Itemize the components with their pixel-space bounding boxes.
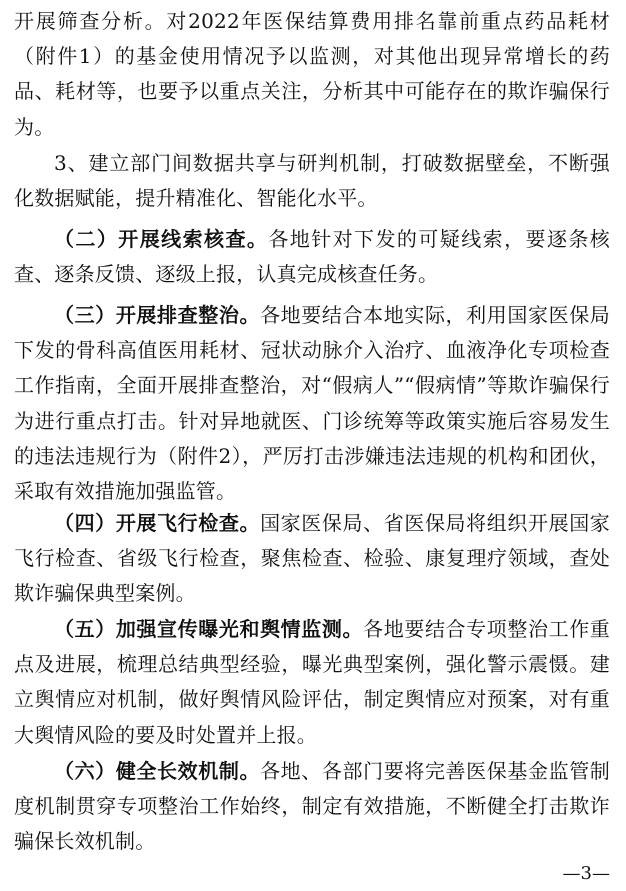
paragraph-text: 开展筛查分析。对2022年医保结算费用排名靠前重点药品耗材（附件1）的基金使用情况予以监测，对其他出现异常增长的药品、耗材等，也要予以重点关注，分析其中可能存在的欺诈骗保行为。 xyxy=(14,9,610,139)
paragraph-text: 3、建立部门间数据共享与研判机制，打破数据壁垒，不断强化数据赋能，提升精准化、智能化水平。 xyxy=(14,151,610,211)
paragraph-body: 国家医保局、省医保局将组织开展国家飞行检查、省级飞行检查，聚焦检查、检验、康复理疗领域，查处欺诈骗保典型案例。 xyxy=(14,511,610,606)
paragraph-data-sharing xyxy=(14,146,610,216)
paragraph-body: 各地要结合专项整治工作重点及进展，梳理总结典型经验，曝光典型案例，强化警示震慑。建立舆情应对机制，做好舆情风险评估，制定舆情应对预案，对有重大舆情风险的要及时处置并上报。 xyxy=(14,617,611,747)
paragraph-investigation-rectification xyxy=(14,298,610,509)
section-heading: （四）开展飞行检查。 xyxy=(54,511,261,535)
section-heading: （二）开展线索核查。 xyxy=(54,227,269,251)
section-heading: （六）健全长效机制。 xyxy=(54,759,261,783)
paragraph-publicity-monitoring xyxy=(14,612,610,753)
paragraph-long-term-mechanism xyxy=(14,754,610,860)
page-number: —3— xyxy=(562,863,610,884)
paragraph-body: 各地要结合本地实际，利用国家医保局下发的骨科高值医用耗材、冠状动脉介入治疗、血液净化专项检查工作指南，全面开展排查整治，对“假病人”“假病情”等欺诈骗保行为进行重点打击。针对异地就医、门诊统筹等政策实施后容易发生的违法违规行为（附件2），严厉打击涉嫌违法违规的机构和团伙，采取有效措施加强监管。 xyxy=(14,303,610,504)
section-heading: （五）加强宣传曝光和舆情监测。 xyxy=(54,617,364,641)
paragraph-clue-verification xyxy=(14,222,610,292)
paragraph-screening-analysis xyxy=(14,4,610,145)
section-heading: （三）开展排查整治。 xyxy=(54,303,261,327)
paragraph-flight-inspection xyxy=(14,506,610,612)
paragraph-body: 各地、各部门要将完善医保基金监管制度机制贯穿专项整治工作始终，制定有效措施，不断健全打击欺诈骗保长效机制。 xyxy=(14,759,610,854)
paragraph-body: 各地针对下发的可疑线索，要逐条核查、逐条反馈、逐级上报，认真完成核查任务。 xyxy=(14,227,611,287)
